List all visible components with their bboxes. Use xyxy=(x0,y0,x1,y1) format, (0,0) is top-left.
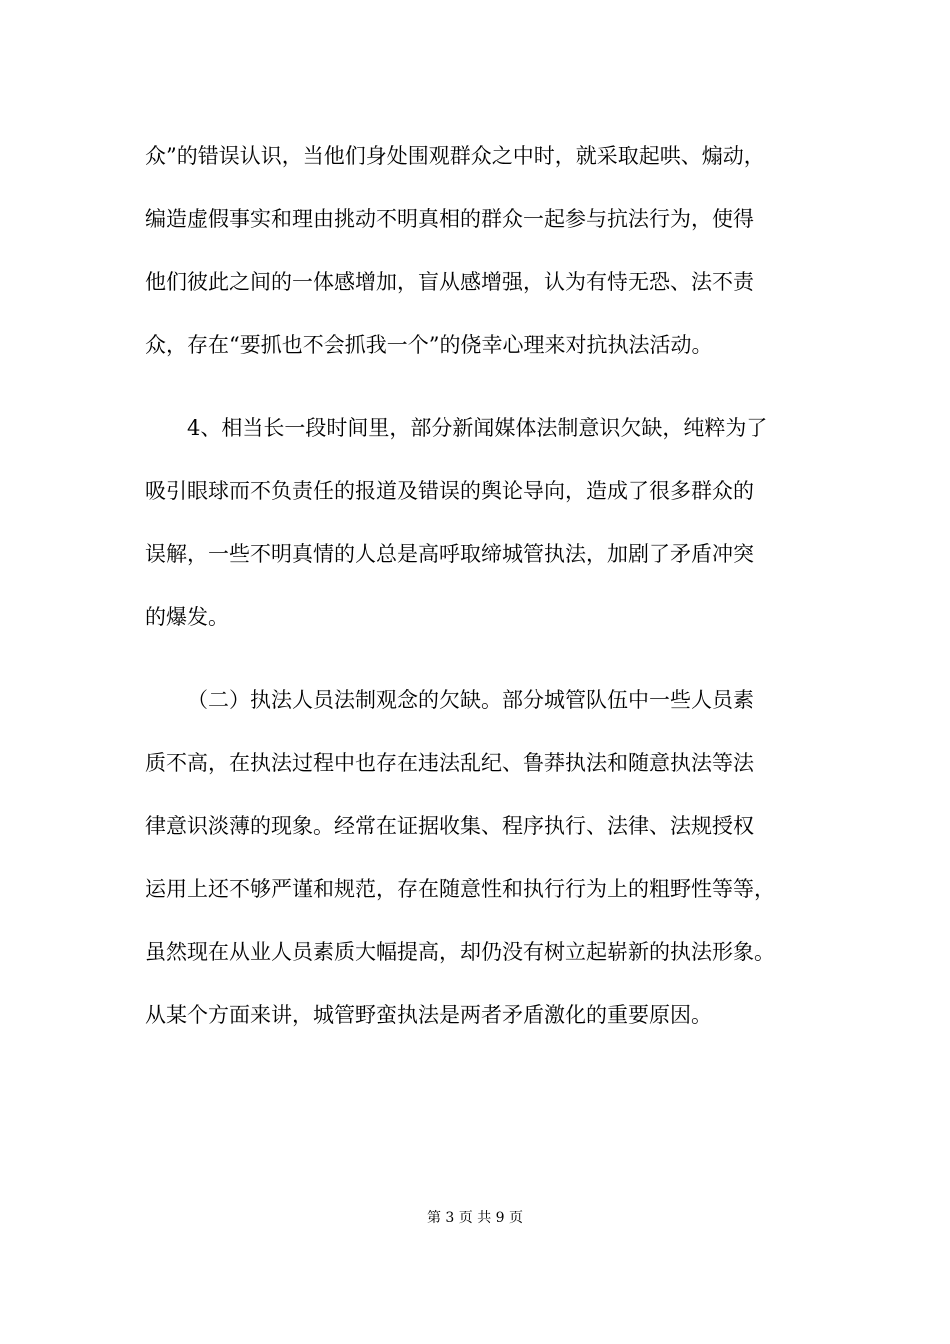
paragraph-gap xyxy=(145,649,835,669)
body-text xyxy=(145,125,835,1047)
text-line: 众”的错误认识，当他们身处围观群众之中时，就采取起哄、煽动， xyxy=(145,144,765,168)
text-line: 运用上还不够严谨和规范，存在随意性和执行行为上的粗野性等等， xyxy=(145,877,775,901)
text-line: 他们彼此之间的一体感增加，盲从感增强，认为有恃无恐、法不责 xyxy=(145,270,754,294)
text-line: 质不高，在执法过程中也存在违法乱纪、鲁莽执法和随意执法等法 xyxy=(145,751,754,775)
text-line: 律意识淡薄的现象。经常在证据收集、程序执行、法律、法规授权 xyxy=(145,814,754,838)
text-line: 4、相当长一段时间里，部分新闻媒体法制意识欠缺，纯粹为了 xyxy=(187,416,768,440)
text-line: 众，存在“要抓也不会抓我一个”的侥幸心理来对抗执法活动。 xyxy=(145,333,713,357)
text-line: 编造虚假事实和理由挑动不明真相的群众一起参与抗法行为，使得 xyxy=(145,207,754,231)
text-line: 的爆发。 xyxy=(145,605,229,629)
paragraph-gap xyxy=(145,377,835,397)
paragraph-1 xyxy=(145,125,835,377)
paragraph-2 xyxy=(145,397,835,649)
text-line: 从某个方面来讲，城管野蛮执法是两者矛盾激化的重要原因。 xyxy=(145,1003,712,1027)
paragraph-3 xyxy=(145,669,835,1047)
text-line: 虽然现在从业人员素质大幅提高，却仍没有树立起崭新的执法形象。 xyxy=(145,940,775,964)
text-line: 吸引眼球而不负责任的报道及错误的舆论导向，造成了很多群众的 xyxy=(145,479,754,503)
text-line: （二）执法人员法制观念的欠缺。部分城管队伍中一些人员素 xyxy=(187,688,754,712)
page-number-footer: 第 3 页 共 9 页 xyxy=(426,1210,524,1226)
text-line: 误解，一些不明真情的人总是高呼取缔城管执法，加剧了矛盾冲突 xyxy=(145,542,754,566)
